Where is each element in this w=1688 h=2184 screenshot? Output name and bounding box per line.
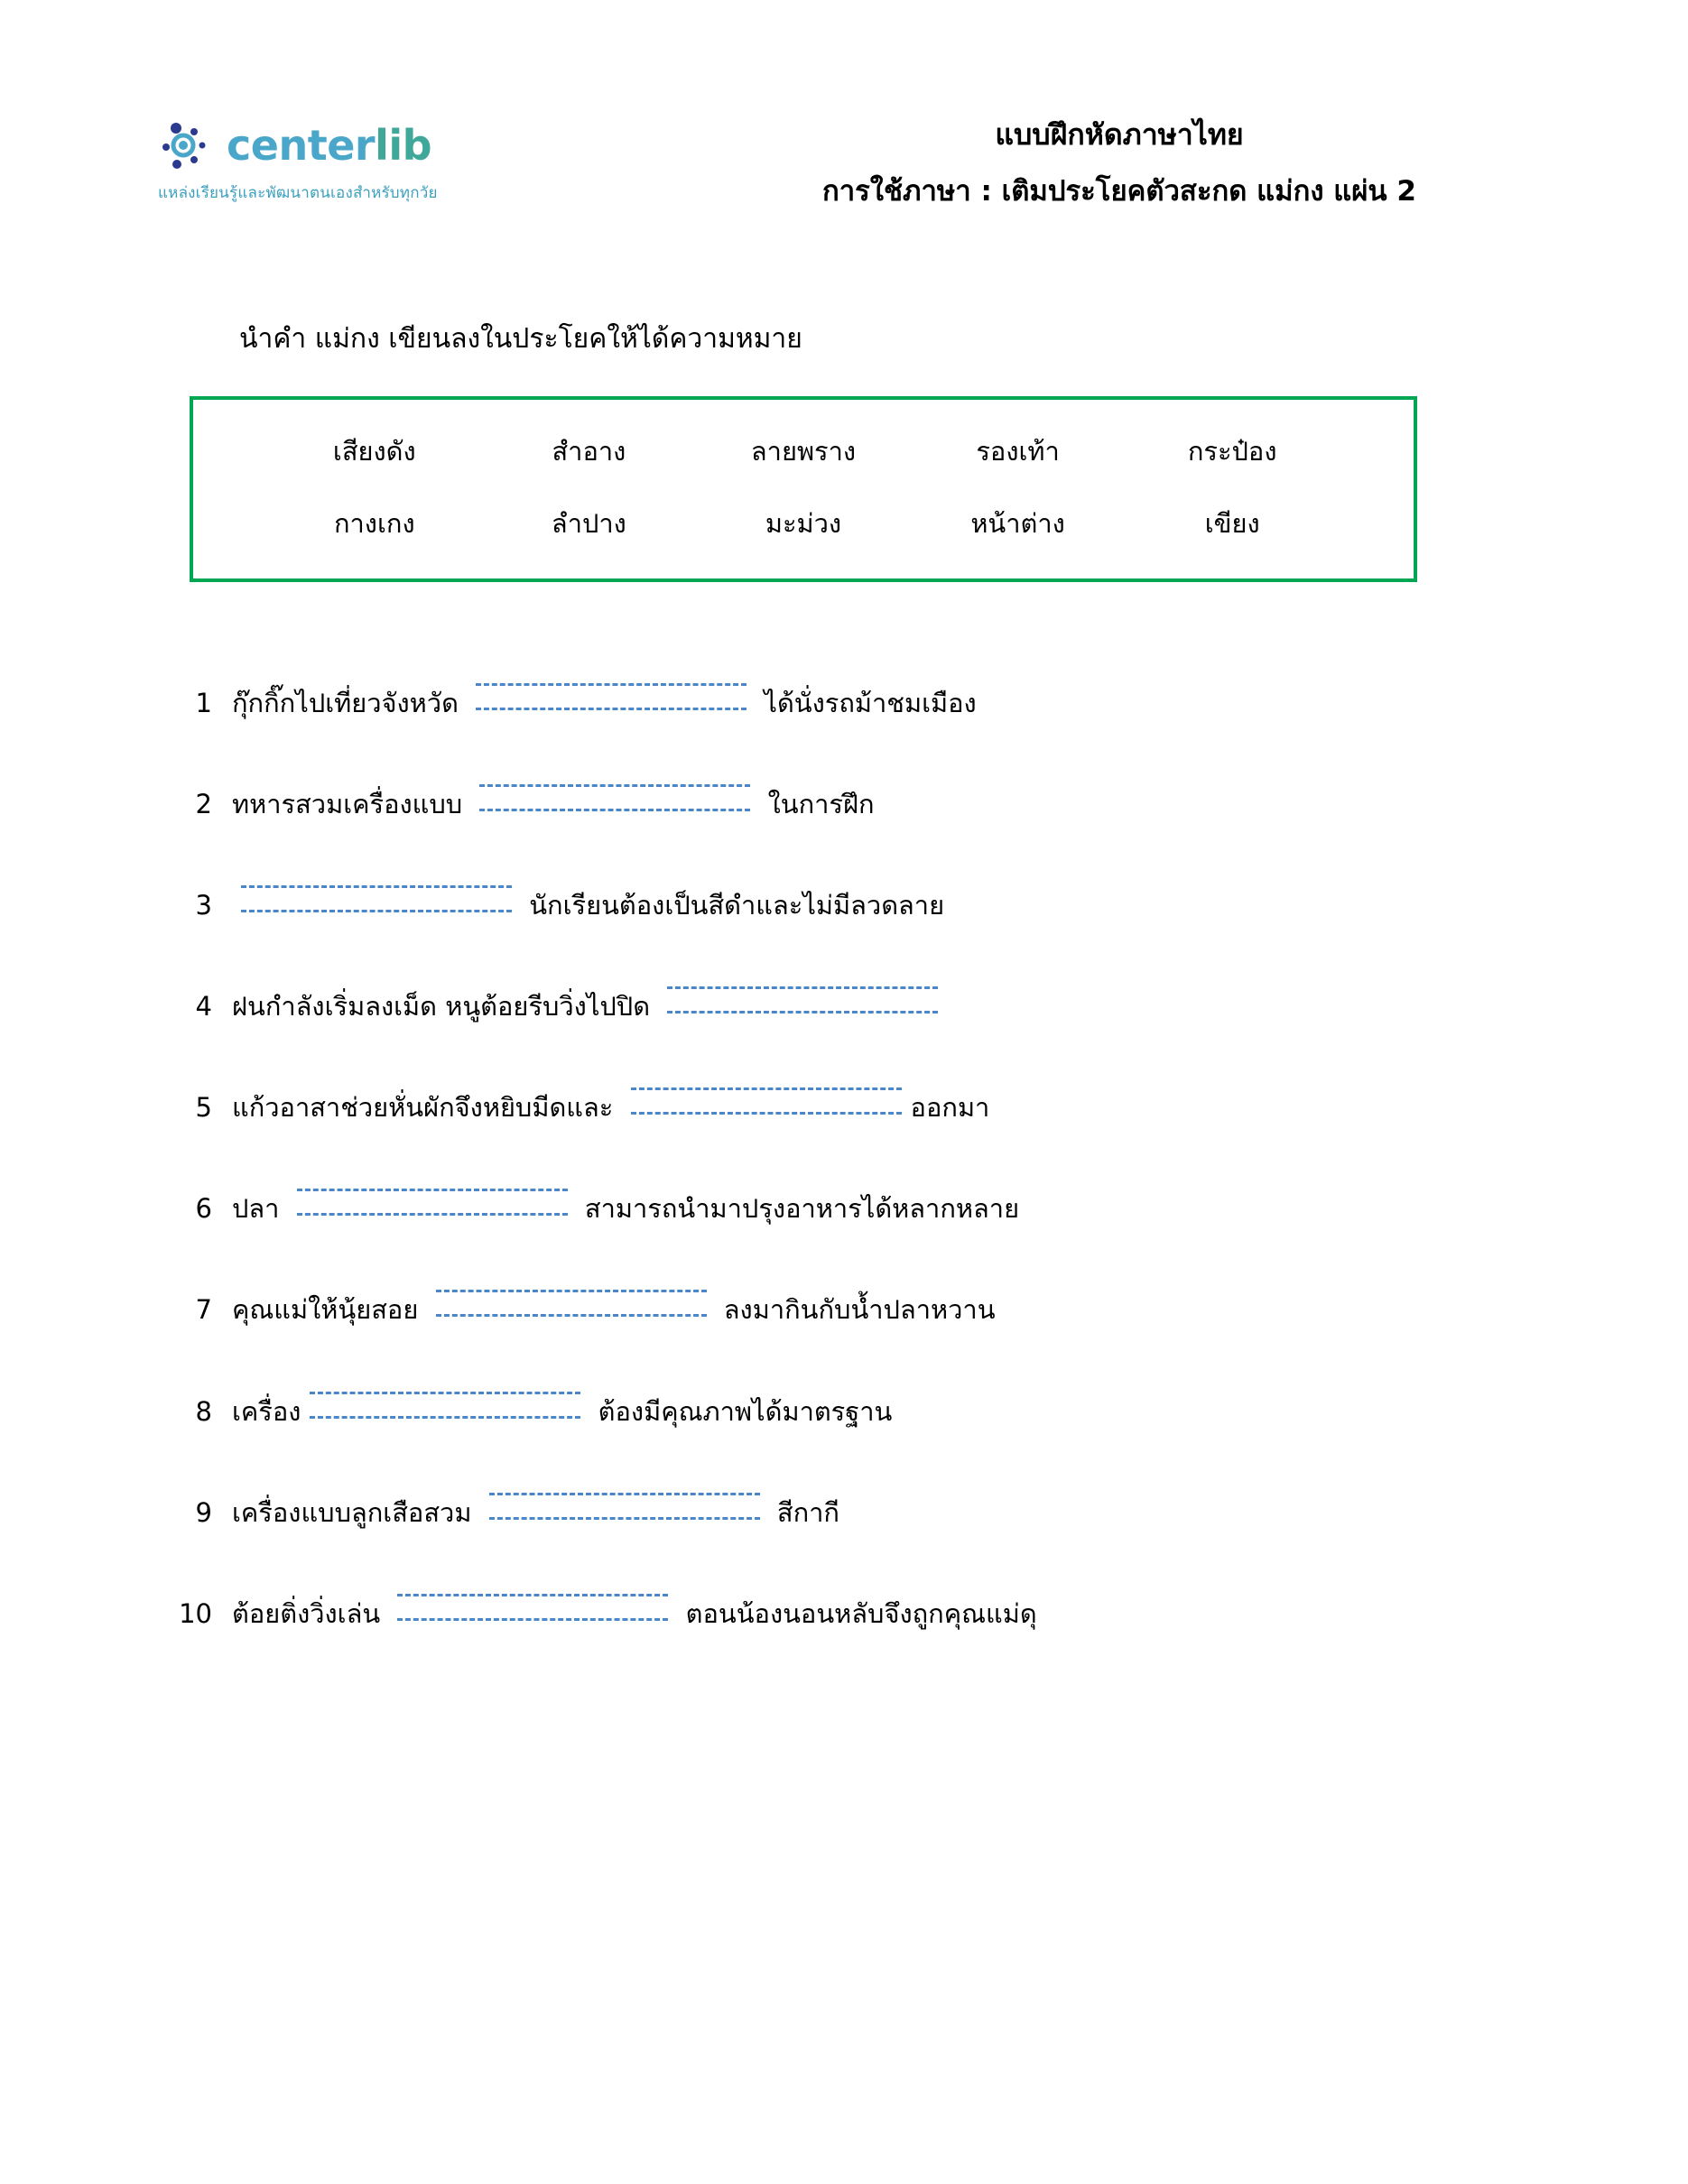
word-bank-item: รองเท้า: [976, 435, 1060, 467]
word-bank-item: มะม่วง: [765, 507, 842, 539]
header-titles: [722, 117, 1516, 209]
brand-row: [158, 117, 431, 173]
question-number: 6: [195, 1193, 212, 1225]
question-body: [232, 782, 1553, 822]
question-text: นักเรียนต้องเป็นสีดำและไม่มีลวดลาย: [521, 889, 945, 921]
question-body: [232, 1491, 1553, 1531]
word-bank: [190, 396, 1417, 582]
question-number: 4: [195, 991, 212, 1022]
instruction-text: นำคำ แม่กง เขียนลงในประโยคให้ได้ความหมาย: [239, 322, 802, 355]
word-bank-item: ลำปาง: [551, 507, 626, 539]
word-bank-row: [229, 503, 1377, 544]
brand-tagline: แหล่งเรียนรู้และพัฒนาตนเองสำหรับทุกวัย: [158, 184, 438, 202]
question-row: [176, 681, 1553, 721]
answer-blank[interactable]: [667, 985, 938, 1015]
question-text: ปลา: [232, 1193, 288, 1225]
question-text: คุณแม่ให้นุ้ยสอย: [232, 1294, 427, 1326]
centerlib-dots-icon: [158, 117, 214, 173]
question-body: [232, 1086, 1553, 1125]
question-body: [232, 1187, 1553, 1226]
question-number: 3: [195, 889, 212, 921]
question-body: [232, 1592, 1553, 1632]
question-row: [176, 1390, 1553, 1430]
question-body: [232, 1288, 1553, 1328]
word-bank-row: [229, 430, 1377, 472]
word-bank-item: หน้าต่าง: [970, 507, 1065, 539]
brand-name-part2: lib: [375, 121, 432, 170]
brand-name-part1: center: [227, 121, 376, 170]
word-bank-item: เสียงดัง: [332, 435, 416, 467]
page-title: แบบฝึกหัดภาษาไทย: [995, 117, 1244, 152]
question-number: 10: [179, 1597, 212, 1629]
page-subtitle: การใช้ภาษา : เติมประโยคตัวสะกด แม่กง แผ่น 2: [822, 175, 1416, 208]
answer-blank[interactable]: [297, 1187, 568, 1217]
page-header: [0, 0, 1688, 209]
question-list: [0, 681, 1688, 1632]
question-text: กุ๊กกิ๊กไปเที่ยวจังหวัด: [232, 687, 468, 718]
question-text: แก้วอาสาช่วยหั่นผักจึงหยิบมีดและ: [232, 1092, 622, 1124]
question-number: 8: [195, 1395, 212, 1427]
question-text: ออกมา: [910, 1092, 990, 1124]
question-row: [176, 1086, 1553, 1125]
answer-blank[interactable]: [476, 681, 747, 712]
answer-blank[interactable]: [310, 1390, 580, 1421]
question-row: [176, 1288, 1553, 1328]
question-text: สามารถนำมาปรุงอาหารได้หลากหลาย: [576, 1193, 1020, 1225]
question-text: ต้อยติ่งวิ่งเล่น: [232, 1597, 389, 1629]
question-number: 9: [195, 1496, 212, 1528]
question-text: เครื่อง: [232, 1395, 301, 1427]
question-number: 7: [195, 1294, 212, 1326]
answer-blank[interactable]: [241, 884, 512, 914]
question-body: [232, 884, 1553, 923]
word-bank-item: สำอาง: [552, 435, 626, 467]
answer-blank[interactable]: [397, 1592, 668, 1623]
question-text: ตอนน้องนอนหลับจึงถูกคุณแม่ดุ: [677, 1597, 1037, 1629]
word-bank-item: กางเกง: [333, 507, 415, 539]
question-text: เครื่องแบบลูกเสือสวม: [232, 1496, 480, 1528]
brand-wordmark: [227, 121, 432, 170]
question-row: [176, 782, 1553, 822]
answer-blank[interactable]: [479, 782, 750, 813]
question-row: [176, 884, 1553, 923]
question-text: สีกากี: [768, 1496, 839, 1528]
question-number: 1: [195, 687, 212, 718]
question-text: ลงมากินกับน้ำปลาหวาน: [715, 1294, 996, 1326]
question-number: 5: [195, 1092, 212, 1124]
question-text: ทหารสวมเครื่องแบบ: [232, 788, 471, 819]
question-body: [232, 681, 1553, 721]
question-text: ได้นั่งรถม้าชมเมือง: [756, 687, 977, 718]
question-text: ฝนกำลังเริ่มลงเม็ด หนูต้อยรีบวิ่งไปปิด: [232, 991, 659, 1022]
question-body: [232, 985, 1553, 1024]
answer-blank[interactable]: [489, 1491, 760, 1522]
question-row: [176, 1187, 1553, 1226]
question-row: [176, 985, 1553, 1024]
answer-blank[interactable]: [436, 1288, 707, 1319]
brand-logo: [158, 117, 537, 205]
word-bank-item: ลายพราง: [750, 435, 857, 467]
question-row: [176, 1491, 1553, 1531]
question-text: ต้องมีคุณภาพได้มาตรฐาน: [589, 1395, 893, 1427]
word-bank-item: กระป๋อง: [1187, 435, 1277, 467]
answer-blank[interactable]: [631, 1086, 902, 1116]
question-body: [232, 1390, 1553, 1430]
question-row: [176, 1592, 1553, 1632]
question-number: 2: [195, 788, 212, 819]
question-text: ในการฝึก: [759, 788, 875, 819]
word-bank-item: เขียง: [1204, 507, 1260, 539]
